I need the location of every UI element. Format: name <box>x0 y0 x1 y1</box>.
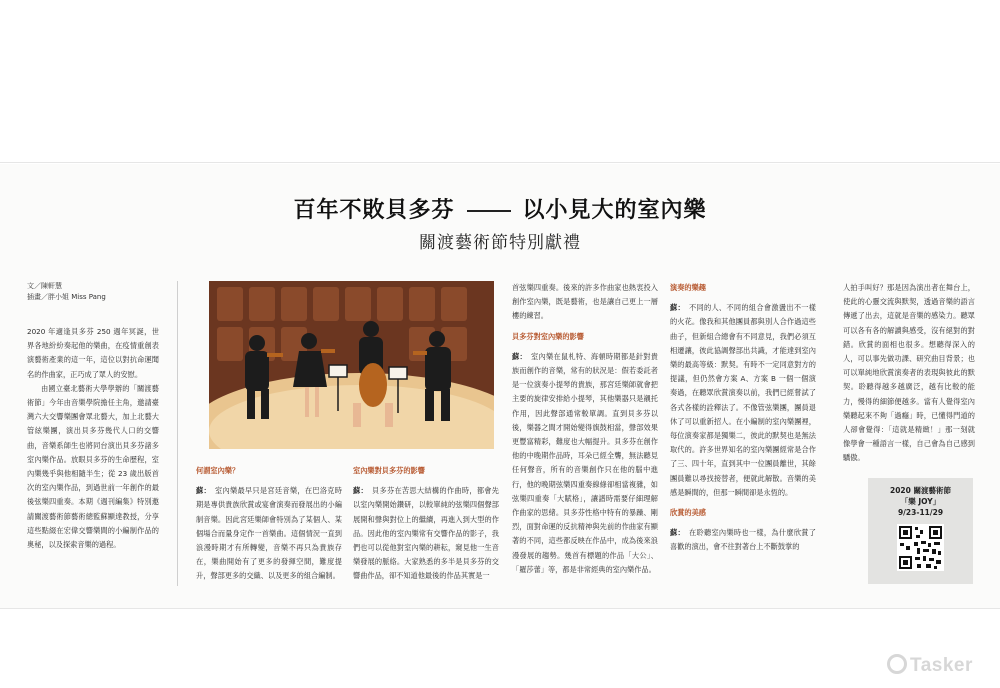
column-6 <box>843 281 975 466</box>
qa-answer <box>670 526 816 554</box>
speaker-label: 蘇： <box>196 486 211 496</box>
qa-answer <box>670 301 816 500</box>
credit-illustrator: 插畫／胖小姐 Miss Pang <box>27 293 106 301</box>
column-divider <box>177 281 178 586</box>
column-5 <box>670 281 816 555</box>
article-subtitle: 關渡藝術節特別獻禮 <box>419 233 581 253</box>
page-bottom-margin <box>0 608 1000 688</box>
credit-author: 文／陳軒慧 <box>27 282 62 290</box>
string-quartet-illustration <box>209 281 494 449</box>
credits <box>27 281 106 303</box>
qa-answer-text: 不同的人、不同的組合會激盪出不一樣的火花。像我和其他團員都與別人合作過這些曲子，但新組合總會有不同意見，我們必須互相遷讓，彼此協調聲部出共識，才能達到室內樂的最高等級：默契。有時不一定同意對方的提議，但仍然會方案 A、方案 B 一個一個演奏過，在聽眾欣賞演奏以前，我們已經嘗試了各式各樣的詮釋法了。不像管弦樂團，團員退休了可以重新招人。在小編制的室內樂團裡，每位演奏家都是獨樂二，彼此的默契也是無法取代的。許多世界知名的室內樂團經常是合作了三、四十年，直到其中一位團員離世，其餘團員難以尋找接替者，便就此解散。音樂的美感是瞬間的，但那一瞬間卻是永恆的。 <box>670 303 816 497</box>
speaker-label: 蘇： <box>512 351 527 361</box>
section-heading-appreciation: 欣賞的美感 <box>670 508 706 518</box>
qa-answer-text: 貝多芬在苦思大結構的作曲時，都會先以室內樂開始鑽研，以較單純的弦樂四個聲部展開和聲與對位上的繼續，再進入到大型的作品。因此他的室內樂常有交響作品的影子，我們也可以從他對室內樂的耕耘，窺見他一生音樂發展的脈絡。大家熟悉的多半是貝多芬的交響曲作品，卻不知道他最後的作品其實是一 <box>353 486 499 581</box>
festival-info-box <box>868 478 973 584</box>
watermark-text: Tasker <box>910 655 973 676</box>
qa-answer <box>353 484 499 583</box>
article-title <box>0 193 1000 224</box>
speaker-label: 蘇： <box>670 528 685 538</box>
title-part-2: 以小見大的室內樂 <box>522 198 707 223</box>
tasker-logo-icon <box>887 654 907 674</box>
title-part-1: 百年不敗貝多芬 <box>293 198 455 223</box>
title-dash <box>467 210 511 212</box>
festival-dates: 9/23-11/29 <box>897 508 944 517</box>
section-heading-beethoven-influence: 貝多芬對室內樂的影響 <box>512 331 584 341</box>
qa-answer <box>512 350 658 577</box>
festival-name: 2020 關渡藝術節 <box>890 486 951 495</box>
column-4 <box>512 281 658 577</box>
column-2 <box>196 460 342 584</box>
intro-paragraph-2: 由國立臺北藝術大學學辦的「關渡藝術節」今年由音樂學院擔任主角，邀請臺灣六大交響樂團會眾北藝大，加上北藝大管絃樂團，演出貝多芬幾代人口的交響曲，音樂系師生也將同台演出貝多芬諸多室內樂作品。放眼貝多芬的生命歷程，室內樂幾乎與他相隨半生；從 23 歲出版首次的室內樂作品，到過世前一年創作的最後弦樂四重奏。本期《週刊編集》特別邀請關渡藝術節藝術總監蘇顯達教授，分享這些點綴在宏偉交響樂間的小編制作品的奧秘，以及探索音樂的過程。 <box>27 383 159 550</box>
column-1 <box>27 325 159 552</box>
continued-text: 首弦樂四重奏。後來的許多作曲家也熱衷投入創作室內樂，既是藝術，也是讓自己更上一層樓的練習。 <box>512 283 658 321</box>
closing-paragraph: 人拍手叫好？那是因為演出者在舞台上，使此的心靈交流與默契，透過音樂的語言傳遞了出去，這就是音樂的感染力。聽眾可以各有各的解讀與感受，沒有絕對的對錯。欣賞的面相也很多。想聽得深入的人，可以事先做功課、研究曲目背景；也可以單純地欣賞演奏者的表現與彼此的默契。聆聽得越多越廣泛，越有比較的能力，慢得的細節便越多。當有人覺得室內樂聽起來不夠「過癮」時，已懂得門道的人卻會覺得：「這就是精緻！」那一刻就像學會一種語言一樣，自己會為自己感到驕傲。 <box>843 283 975 463</box>
festival-theme: 「樂 JOY」 <box>900 497 941 506</box>
qa-answer-text: 室內樂最早只是宮廷音樂，在巴洛克時期是專供貴族欣賞或宴會演奏而發展出的小編制音樂。因此宮廷樂師會特別為了某個人、某個場合而量身定作一首樂曲。這個情況一直到浪漫時期才有所轉變，音樂不再只為貴族存在，樂曲開始有了更多的發揮空間，難度提升，聲部更多的交織、以及更多的組合編制。 <box>196 486 342 581</box>
speaker-label: 蘇： <box>353 486 368 496</box>
section-heading-what-is-chamber-music: 何謂室內樂？ <box>196 466 240 475</box>
tasker-watermark-logo <box>887 654 973 677</box>
intro-paragraph-1: 2020 年適逢貝多芬 250 週年冥誕，世界各地紛紛奏起他的樂曲，在疫情重創表演藝術產業的這一年，這位以對抗命運聞名的作曲家，正巧成了眾人的安慰。 <box>27 327 159 379</box>
column-3 <box>353 460 499 584</box>
section-heading-joy-of-playing: 演奏的樂趣 <box>670 283 706 292</box>
speaker-label: 蘇： <box>670 303 685 313</box>
section-heading-influence-on-beethoven: 室內樂對貝多芬的影響 <box>353 466 425 475</box>
qa-answer-text: 室內樂在鼠札特、海頓時期都是針對貴族而創作的音樂，常有的狀況是：假若委託者是一位演奏小提琴的貴族，那宮廷樂師就會把主要的旋律安排給小提琴，其他樂器只是襯托作用，因此聲部通常較單調。直到貝多芬以後，樂器之間才開始變得旗鼓相當，聲部效果更豐富精彩，難度也大幅提升。貝多芬在創作他的中晚期作品時，耳朵已經全聾，無法聽見任何聲音，所有的音樂創作只在他的腦中進行，他的晚期弦樂四重奏線條卻相當複雜，如弦樂四重奏「大賦格」，讓譜時需要仔細理解作曲家的思緒。貝多芬性格中特有的暴躁、剛烈，面對命運的反抗精神與先前的作曲家有顯著的不同，這些都反映在作品中，成為後來浪漫發展的趨勢。幾首有標題的作品「大公」、「羅莎蕾」等，都是非常經典的室內樂作品。 <box>512 351 658 574</box>
qa-answer <box>196 484 342 583</box>
page-top-margin <box>0 0 1000 163</box>
qr-code-icon[interactable] <box>897 524 944 571</box>
qa-answer-text: 在聆聽室內樂時也一樣，為什麼欣賞了喜歡的演出，會不往對著台上不斷鼓掌的 <box>670 528 816 552</box>
